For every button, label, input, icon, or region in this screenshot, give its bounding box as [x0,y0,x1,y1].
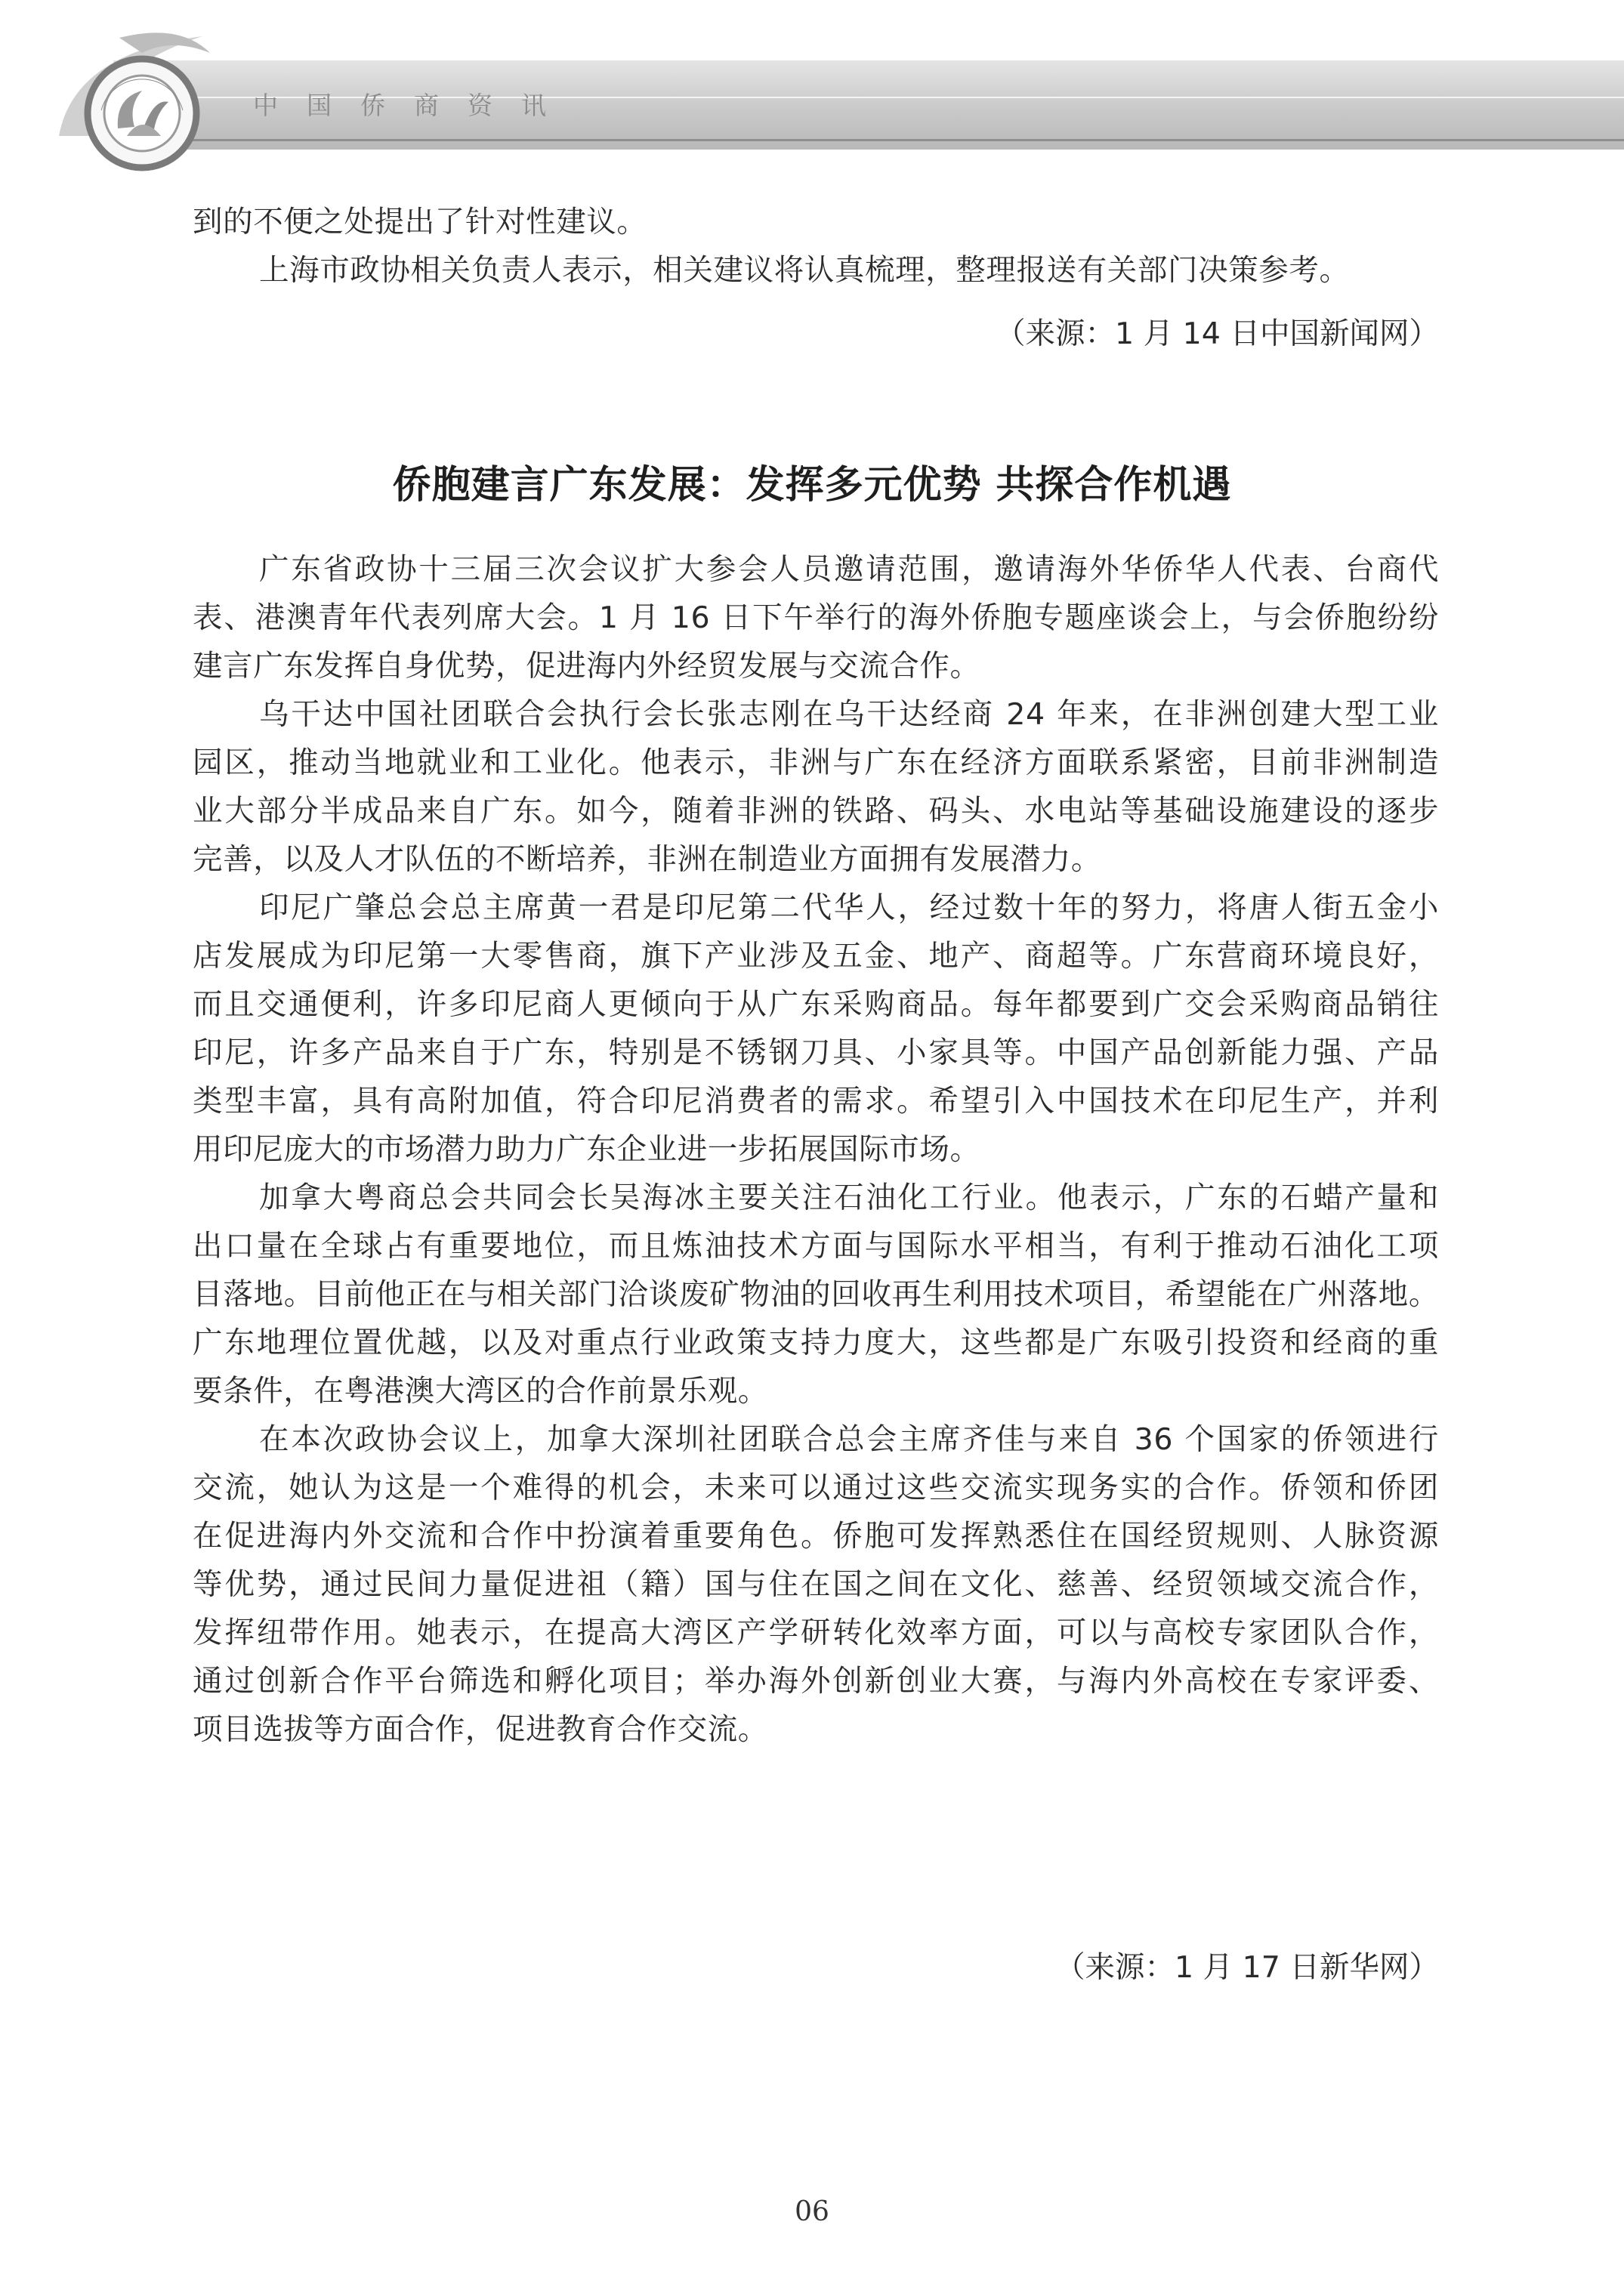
text-line: 广东地理位置优越，以及对重点行业政策支持力度大，这些都是广东吸引投资和经商的重 [193,1325,1439,1360]
text-line: 交流，她认为这是一个难得的机会，未来可以通过这些交流实现务实的合作。侨领和侨团 [193,1471,1439,1505]
text-line: 表、港澳青年代表列席大会。1 月 16 日下午举行的海外侨胞专题座谈会上，与会侨胞纷纷 [193,600,1439,635]
article-title: 侨胞建言广东发展：发挥多元优势 共探合作机遇 [392,463,1232,508]
page-number: 06 [795,2196,829,2227]
text-line: 广东省政协十三届三次会议扩大参会人员邀请范围，邀请海外华侨华人代表、台商代 [259,552,1439,587]
paragraph [193,545,1439,690]
text-line: 加拿大粤商总会共同会长吴海冰主要关注石油化工行业。他表示，广东的石蜡产量和 [259,1180,1439,1215]
publication-logo [29,23,233,174]
text-line: 印尼广肇总会总主席黄一君是印尼第二代华人，经过数十年的努力，将唐人街五金小 [259,890,1439,925]
text-line: 项目选拔等方面合作，促进教育合作交流。 [193,1712,768,1747]
header-divider [113,139,1624,141]
paragraph [193,1415,1439,1754]
text-line: 店发展成为印尼第一大零售商，旗下产业涉及五金、地产、商超等。广东营商环境良好， [193,939,1439,974]
text-line: 在促进海内外交流和合作中扮演着重要角色。侨胞可发挥熟悉住在国经贸规则、人脉资源 [193,1519,1439,1554]
article-body [193,545,1439,1754]
publication-title: 中国侨商资讯 [253,91,575,120]
text-line: 目落地。目前他正在与相关部门洽谈废矿物油的回收再生利用技术项目，希望能在广州落地。 [193,1277,1439,1312]
text-line: 类型丰富，具有高附加值，符合印尼消费者的需求。希望引入中国技术在印尼生产，并利 [193,1084,1439,1119]
text-line: 发挥纽带作用。她表示，在提高大湾区产学研转化效率方面，可以与高校专家团队合作， [193,1616,1439,1650]
previous-article-source: （来源：1 月 14 日中国新闻网） [995,316,1439,351]
text-line: 等优势，通过民间力量促进祖（籍）国与住在国之间在文化、慈善、经贸领域交流合作， [193,1567,1439,1602]
text-line: 业大部分半成品来自广东。如今，随着非洲的铁路、码头、水电站等基础设施建设的逐步 [193,794,1439,829]
text-line: 而且交通便利，许多印尼商人更倾向于从广东采购商品。每年都要到广交会采购商品销往 [193,987,1439,1022]
text-line: 完善，以及人才队伍的不断培养，非洲在制造业方面拥有发展潜力。 [193,842,1101,877]
text-line: 印尼，许多产品来自于广东，特别是不锈钢刀具、小家具等。中国产品创新能力强、产品 [193,1035,1439,1070]
article-source: （来源：1 月 17 日新华网） [1054,1950,1439,1985]
text-line: 乌干达中国社团联合会执行会长张志刚在乌干达经商 24 年来，在非洲创建大型工业 [259,697,1439,732]
previous-article-continuation [193,198,1439,295]
text-line: 上海市政协相关负责人表示，相关建议将认真梳理，整理报送有关部门决策参考。 [259,253,1350,288]
text-line: 建言广东发挥自身优势，促进海内外经贸发展与交流合作。 [193,649,980,684]
text-line: 用印尼庞大的市场潜力助力广东企业进一步拓展国际市场。 [193,1132,980,1167]
paragraph [193,884,1439,1174]
text-line: 园区，推动当地就业和工业化。他表示，非洲与广东在经济方面联系紧密，目前非洲制造 [193,745,1439,780]
text-line: 要条件，在粤港澳大湾区的合作前景乐观。 [193,1374,768,1409]
paragraph [193,690,1439,884]
text-line: 出口量在全球占有重要地位，而且炼油技术方面与国际水平相当，有利于推动石油化工项 [193,1229,1439,1264]
text-line: 通过创新合作平台筛选和孵化项目；举办海外创新创业大赛，与海内外高校在专家评委、 [193,1664,1439,1699]
paragraph [193,1174,1439,1415]
text-line: 在本次政协会议上，加拿大深圳社团联合总会主席齐佳与来自 36 个国家的侨领进行 [259,1422,1439,1457]
text-line: 到的不便之处提出了针对性建议。 [193,205,647,239]
